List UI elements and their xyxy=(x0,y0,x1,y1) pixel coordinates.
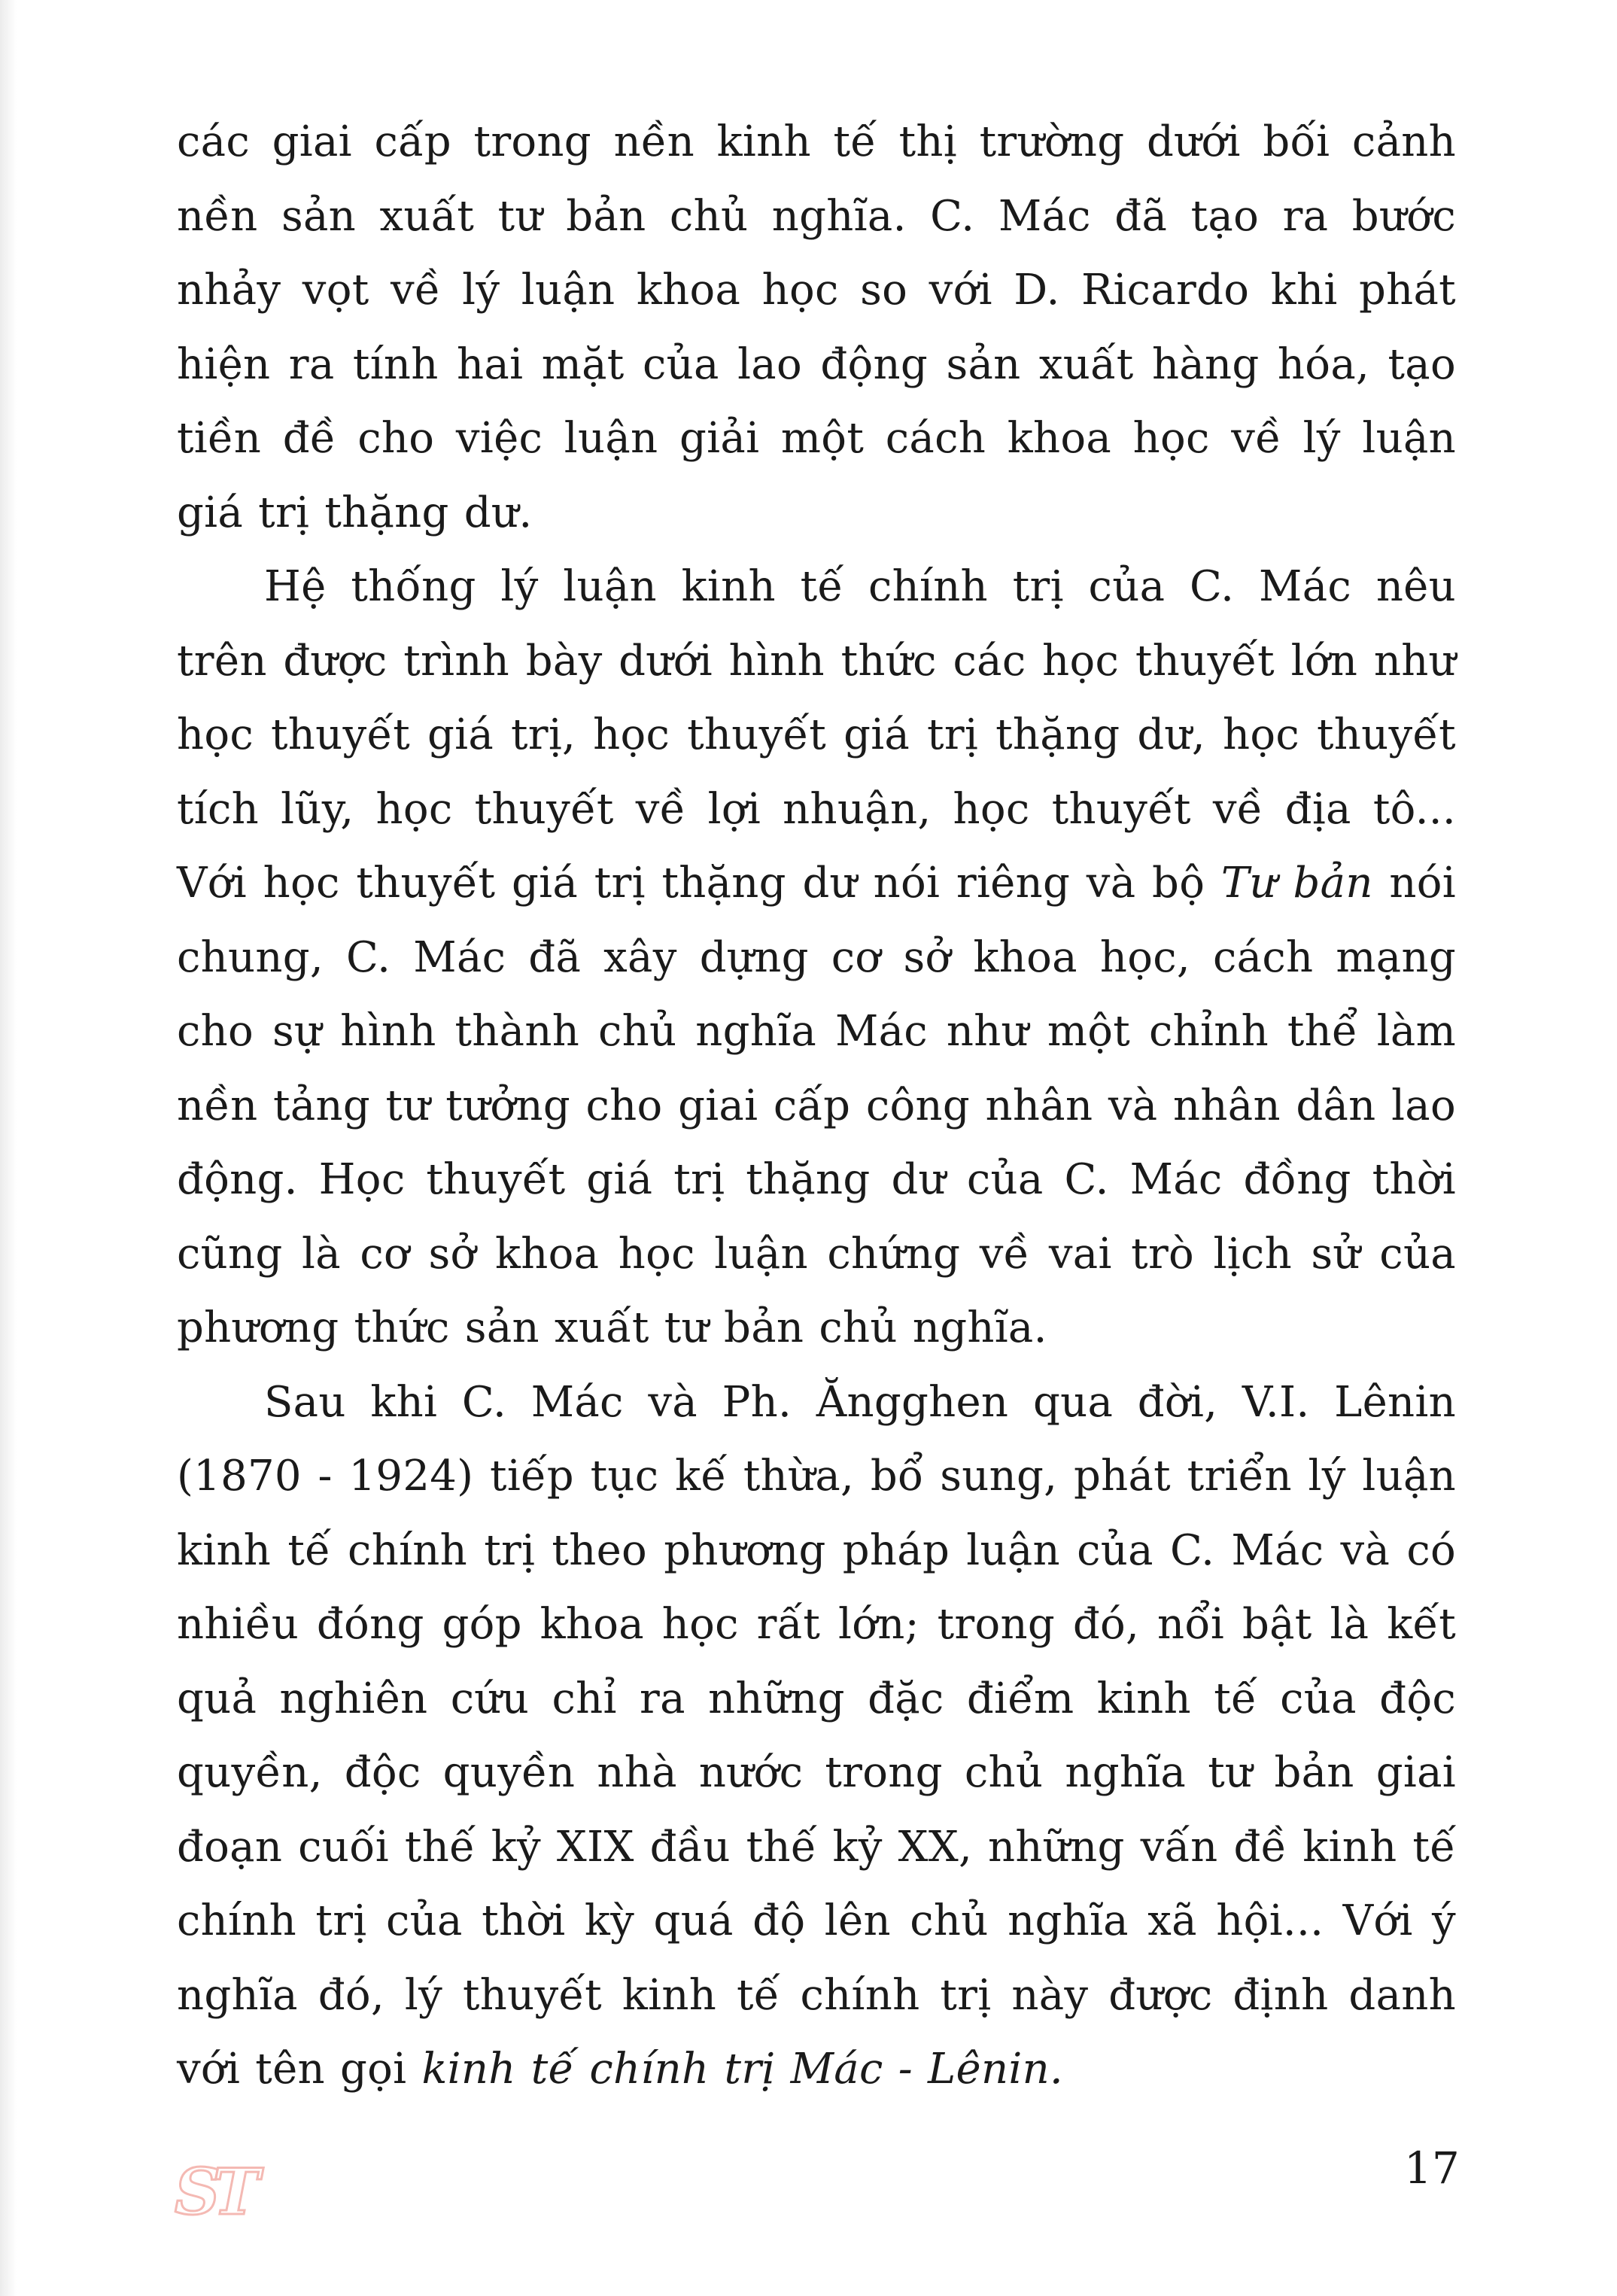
paragraph-2-text-end: nói chung, C. Mác đã xây dựng cơ sở khoa học, cách mạng cho sự hình thành chủ nghĩa Mác như một chỉnh thể làm nền tảng tư tưởng cho giai cấp công nhân và nhân dân lao động. Học thuyết giá trị thặng dư của C. Mác đồng thời cũng là cơ sở khoa học luận chứng về vai trò lịch sử của phương thức sản xuất tư bản chủ nghĩa. xyxy=(177,859,1456,1352)
paragraph-3 xyxy=(177,1366,1456,2107)
paragraph-2 xyxy=(177,550,1456,1366)
page-number: 17 xyxy=(1404,2142,1460,2194)
paragraph-3-text: Sau khi C. Mác và Ph. Ăngghen qua đời, V.I. Lênin (1870 - 1924) tiếp tục kế thừa, bổ sung, phát triển lý luận kinh tế chính trị theo phương pháp luận của C. Mác và có nhiều đóng góp khoa học rất lớn; trong đó, nổi bật là kết quả nghiên cứu chỉ ra những đặc điểm kinh tế của độc quyền, độc quyền nhà nước trong chủ nghĩa tư bản giai đoạn cuối thế kỷ XIX đầu thế kỷ XX, những vấn đề kinh tế chính trị của thời kỳ quá độ lên chủ nghĩa xã hội... Với ý nghĩa đó, lý thuyết kinh tế chính trị này được định danh với tên gọi xyxy=(177,1377,1456,2094)
paragraph-2-text-start: Hệ thống lý luận kinh tế chính trị của C. Mác nêu trên được trình bày dưới hình thức các học thuyết lớn như học thuyết giá trị, học thuyết giá trị thặng dư, học thuyết tích lũy, học thuyết về lợi nhuận, học thuyết về địa tô... Với học thuyết giá trị thặng dư nói riêng và bộ xyxy=(177,562,1456,908)
page-body xyxy=(177,105,1456,2107)
page-edge-shadow xyxy=(0,0,17,2296)
book-title-tu-ban: Tư bản xyxy=(1220,859,1373,908)
term-kinh-te-chinh-tri-mac-lenin: kinh tế chính trị Mác - Lênin. xyxy=(421,2045,1064,2094)
paragraph-1 xyxy=(177,105,1456,550)
paragraph-1-text: các giai cấp trong nền kinh tế thị trường dưới bối cảnh nền sản xuất tư bản chủ nghĩa. C. Mác đã tạo ra bước nhảy vọt về lý luận khoa học so với D. Ricardo khi phát hiện ra tính hai mặt của lao động sản xuất hàng hóa, tạo tiền đề cho việc luận giải một cách khoa học về lý luận giá trị thặng dư. xyxy=(177,117,1456,537)
publisher-logo: ST xyxy=(175,2155,253,2229)
